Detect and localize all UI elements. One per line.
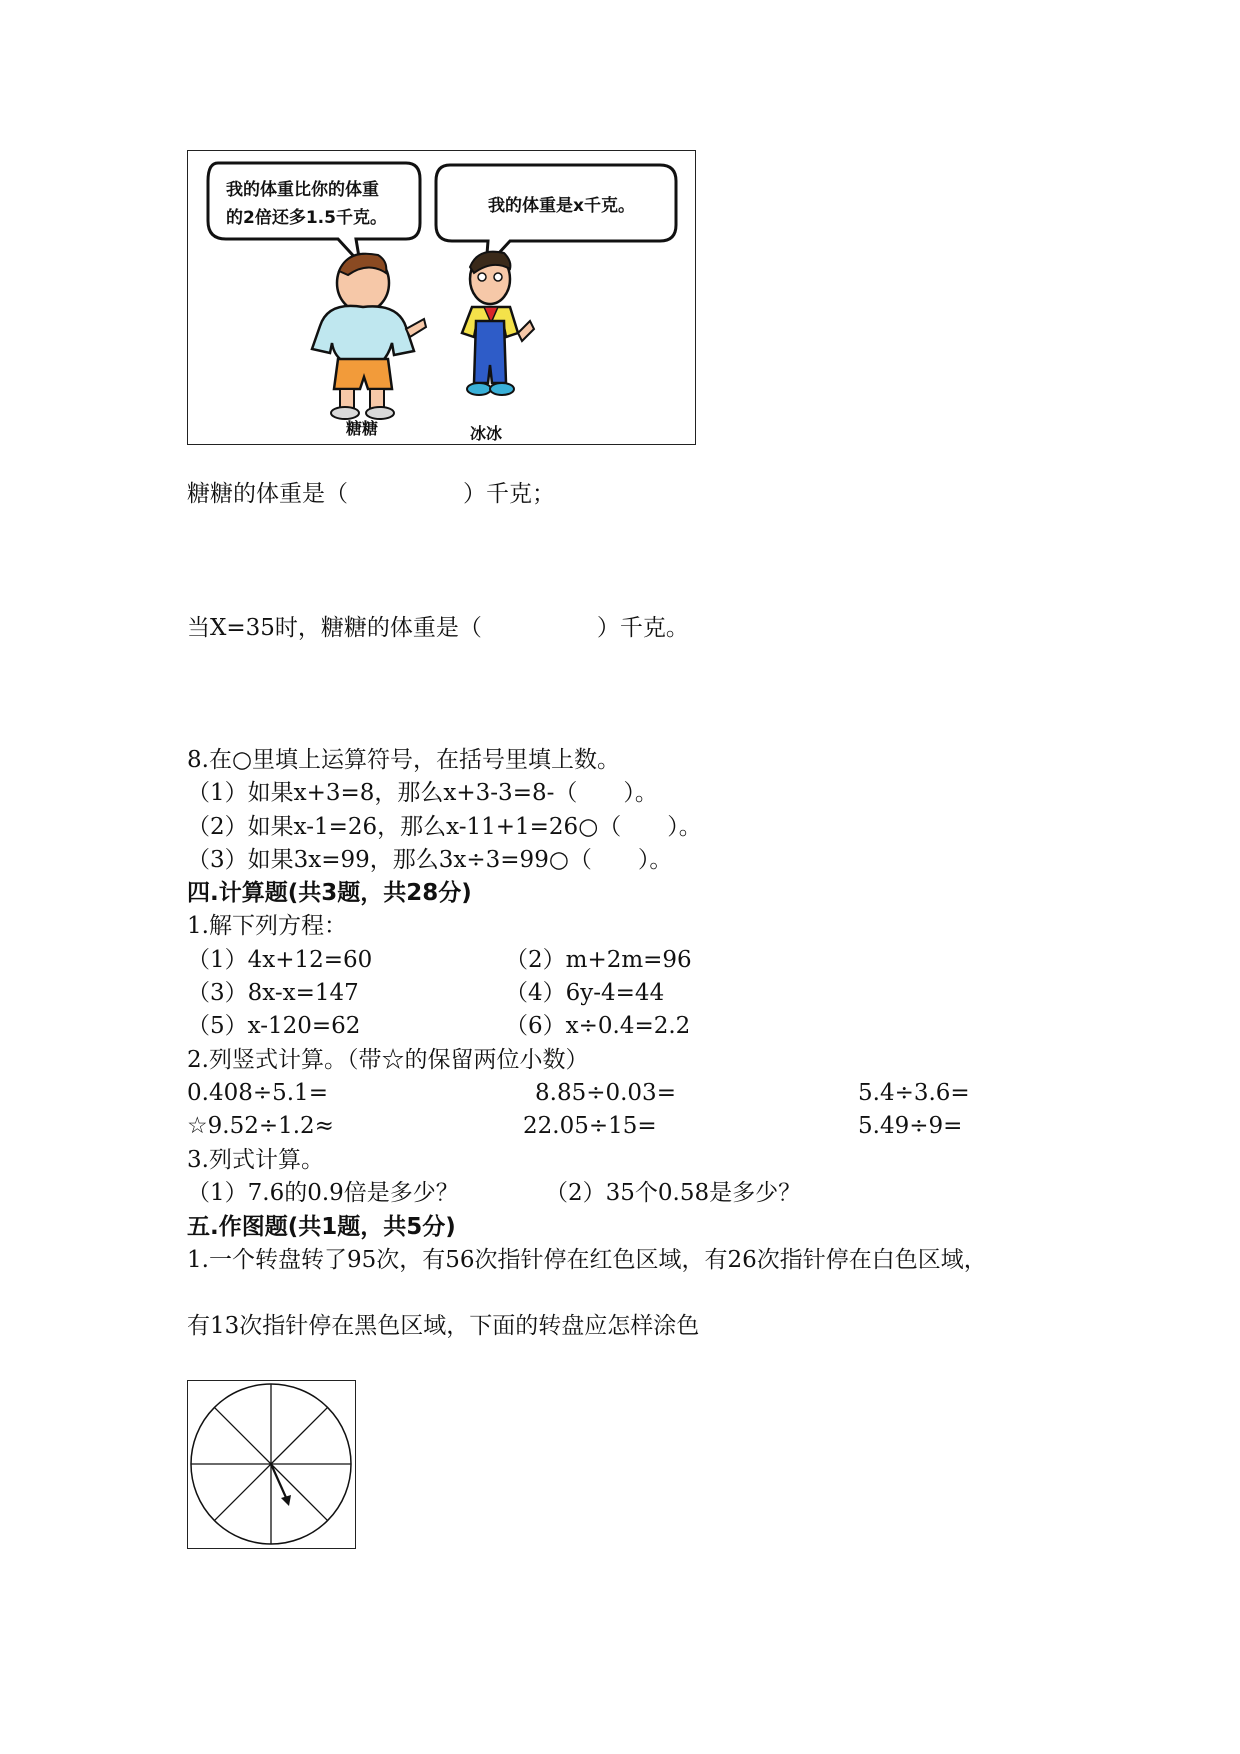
section5-heading: 五.作图题(共1题，共5分)	[187, 1214, 456, 1240]
section4-q2-title: 2.列竖式计算。（带☆的保留两位小数）	[187, 1047, 589, 1073]
section5-q1-line2: 有13次指针停在黑色区域，下面的转盘应怎样涂色	[187, 1313, 700, 1339]
spinner-figure	[187, 1380, 356, 1549]
equation-6: （6）x÷0.4=2.2	[505, 1013, 691, 1039]
caption-tangtang: 糖糖	[346, 419, 379, 438]
boy-bingbing-figure	[462, 252, 534, 395]
caption-bingbing: 冰冰	[470, 424, 503, 443]
q8-item-2: （2）如果x-1=26，那么x-11+1=26○（ ）。	[187, 814, 702, 840]
equation-3: （3）8x-x=147	[187, 980, 359, 1006]
section4-q3-title: 3.列式计算。	[187, 1147, 324, 1173]
q7-line1: 糖糖的体重是（ ）千克；	[187, 481, 555, 507]
bubble-left-line2: 的2倍还多1.5千克。	[226, 208, 387, 228]
expr-1: （1）7.6的0.9倍是多少？	[187, 1180, 459, 1206]
calc-4: ☆9.52÷1.2≈	[187, 1113, 334, 1139]
calc-1: 0.408÷5.1=	[187, 1080, 328, 1106]
q8-title: 8.在○里填上运算符号，在括号里填上数。	[187, 747, 621, 773]
calc-6: 5.49÷9=	[858, 1113, 963, 1139]
calc-2: 8.85÷0.03=	[535, 1080, 676, 1106]
q8-item-1: （1）如果x+3=8，那么x+3-3=8-（ ）。	[187, 780, 658, 806]
cartoon-illustration	[187, 150, 696, 445]
equation-4: （4）6y-4=44	[505, 980, 665, 1006]
bubble-right-text: 我的体重是x千克。	[488, 196, 635, 216]
q8-item-3: （3）如果3x=99，那么3x÷3=99○（ ）。	[187, 847, 673, 873]
calc-3: 5.4÷3.6=	[858, 1080, 970, 1106]
equation-5: （5）x-120=62	[187, 1013, 361, 1039]
section4-heading: 四.计算题(共3题，共28分)	[187, 880, 472, 906]
q7-line2: 当X=35时，糖糖的体重是（ ）千克。	[187, 615, 689, 641]
spinner-wheel	[188, 1381, 354, 1547]
expr-2: （2）35个0.58是多少？	[545, 1180, 802, 1206]
section4-q1-title: 1.解下列方程：	[187, 913, 347, 939]
equation-1: （1）4x+12=60	[187, 947, 373, 973]
calc-5: 22.05÷15=	[523, 1113, 657, 1139]
boy-tangtang-figure	[312, 254, 426, 419]
equation-2: （2）m+2m=96	[505, 947, 692, 973]
bubble-left-line1: 我的体重比你的体重	[226, 180, 379, 200]
section5-q1-line1: 1.一个转盘转了95次，有56次指针停在红色区域，有26次指针停在白色区域，	[187, 1247, 987, 1273]
